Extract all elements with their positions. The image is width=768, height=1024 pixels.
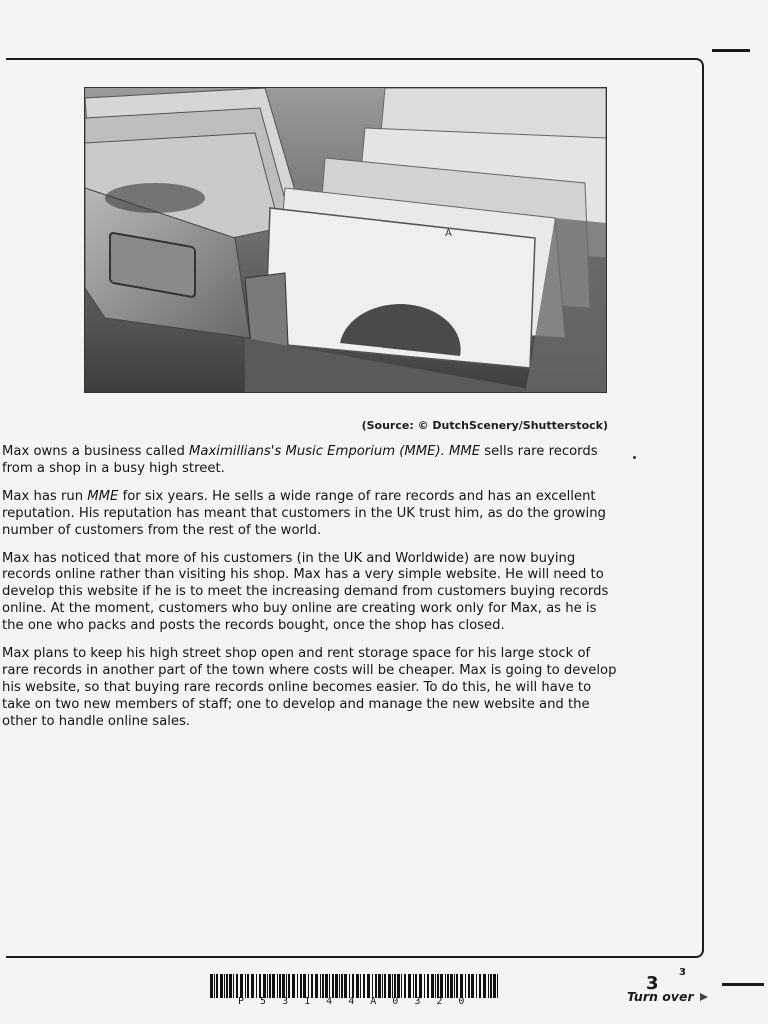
paragraph-run: Max plans to keep his high street shop open and rent storage space for his large stock of rare records in another part of the town where costs will be cheaper. Max is going to develop his website, so that buying rare records online becomes easier. To do this, he will have to take on two new members of staff; one to develop and manage the new website and the other to handle online sales. <box>2 646 617 729</box>
barcode-bar <box>286 974 287 998</box>
barcode-bar <box>460 974 463 998</box>
record-crates-illustration <box>85 88 606 392</box>
barcode-bar <box>440 974 443 998</box>
barcode-bar <box>216 974 218 998</box>
barcode-bar <box>251 974 254 998</box>
stray-mark <box>633 456 636 459</box>
barcode-bar <box>245 974 246 998</box>
barcode-bar <box>233 974 234 998</box>
page-number-superscript: 3 <box>679 967 686 978</box>
barcode-bar <box>236 974 238 998</box>
barcode-bar <box>447 974 449 998</box>
barcode-bar <box>247 974 249 998</box>
barcode-bar <box>435 974 436 998</box>
barcode-bar <box>378 974 381 998</box>
barcode-bar <box>408 974 411 998</box>
paragraph-1 <box>2 444 617 478</box>
barcode-bar <box>308 974 309 998</box>
barcode-bar <box>210 974 213 998</box>
barcode-bar <box>401 974 402 998</box>
barcode-bar <box>229 974 232 998</box>
barcode-bar <box>240 974 243 998</box>
barcode-bar <box>352 974 354 998</box>
barcode-bar <box>220 974 223 998</box>
barcode-bar <box>356 974 359 998</box>
barcode-bar <box>339 974 340 998</box>
barcode-bar <box>413 974 414 998</box>
barcode-bar <box>315 974 318 998</box>
paragraph-run: sells rare records from a shop in a busy high street. <box>2 444 598 476</box>
barcode-bar <box>226 974 228 998</box>
barcode-bar <box>431 974 434 998</box>
barcode-bar <box>384 974 386 998</box>
record-crates-photo <box>84 87 607 393</box>
barcode-bar <box>476 974 477 998</box>
paragraph-run: Max owns a business called <box>2 444 190 459</box>
barcode-bar <box>320 974 321 998</box>
barcode-bar <box>332 974 334 998</box>
barcode-bar <box>483 974 486 998</box>
barcode-bar <box>224 974 225 998</box>
barcode-bar <box>415 974 417 998</box>
barcode-bar <box>372 974 373 998</box>
paragraph-2 <box>2 489 617 540</box>
paragraph-run: Maximillians's Music Emporium (MME). MME <box>189 444 481 459</box>
barcode-bar <box>256 974 257 998</box>
barcode-bar <box>424 974 425 998</box>
barcode-bar <box>360 974 361 998</box>
barcode-bar <box>488 974 489 998</box>
paragraph-3 <box>2 551 617 636</box>
barcode-bar <box>450 974 453 998</box>
barcode-bar <box>375 974 377 998</box>
paragraph-run: Max has noticed that more of his customers (in the UK and Worldwide) are now buying records online rather than visiting his shop. Max has a very simple website. He will need to develop this website if he is to meet the increasing demand from customers buying records online. At the moment, customers who buy online are creating work only for Max, as he is the one who packs and posts the records bought, once the shop has closed. <box>2 550 609 634</box>
barcode-bar <box>392 974 393 998</box>
barcode-bar <box>269 974 271 998</box>
paragraph-run: for six years. He sells a wide range of rare records and has an excellent reputation. His reputation has meant that customers in the UK trust him, as do the growing number of customers from the rest of the world. <box>2 488 606 538</box>
turn-over-arrow-icon <box>700 993 708 1001</box>
barcode <box>210 974 500 998</box>
barcode-bar <box>292 974 295 998</box>
barcode-bar <box>465 974 466 998</box>
barcode-bar <box>288 974 290 998</box>
barcode-bar <box>349 974 350 998</box>
barcode-text: P 5 3 1 4 4 A 0 3 2 0 <box>238 996 470 1007</box>
barcode-bar <box>471 974 474 998</box>
paragraph-4 <box>2 646 617 731</box>
barcode-bar <box>322 974 324 998</box>
top-right-page-mark <box>712 49 750 52</box>
turn-over-text: Turn over <box>627 989 694 1004</box>
barcode-bar <box>419 974 422 998</box>
paragraph-run: Max has run <box>2 488 88 504</box>
barcode-bar <box>325 974 328 998</box>
case-study-text <box>2 444 617 742</box>
barcode-bar <box>497 974 498 998</box>
barcode-bar <box>427 974 429 998</box>
barcode-bar <box>279 974 281 998</box>
barcode-bar <box>479 974 481 998</box>
barcode-bar <box>259 974 261 998</box>
barcode-bar <box>277 974 278 998</box>
barcode-bar <box>382 974 383 998</box>
record-divider-letter: A <box>445 228 452 239</box>
barcode-bar <box>437 974 439 998</box>
barcode-bar <box>282 974 285 998</box>
paragraph-run: MME <box>87 488 119 504</box>
barcode-bar <box>344 974 347 998</box>
barcode-bar <box>214 974 215 998</box>
barcode-bar <box>367 974 370 998</box>
barcode-bar <box>456 974 458 998</box>
barcode-bar <box>445 974 446 998</box>
bottom-right-page-mark <box>722 983 764 986</box>
barcode-bar <box>329 974 330 998</box>
barcode-bar <box>341 974 343 998</box>
page-number: 3 <box>646 973 659 994</box>
barcode-bar <box>335 974 338 998</box>
barcode-bar <box>272 974 275 998</box>
barcode-bar <box>303 974 306 998</box>
barcode-bar <box>363 974 365 998</box>
turn-over-label <box>627 989 708 1004</box>
barcode-bar <box>468 974 470 998</box>
barcode-bar <box>263 974 266 998</box>
barcode-bar <box>394 974 396 998</box>
barcode-bar <box>404 974 406 998</box>
barcode-bar <box>297 974 298 998</box>
image-source-credit: (Source: © DutchScenery/Shutterstock) <box>361 419 608 432</box>
barcode-bar <box>454 974 455 998</box>
barcode-bar <box>490 974 492 998</box>
barcode-bar <box>311 974 313 998</box>
barcode-bar <box>493 974 496 998</box>
barcode-bar <box>300 974 302 998</box>
barcode-bar <box>267 974 268 998</box>
barcode-bar <box>397 974 400 998</box>
barcode-bar <box>388 974 391 998</box>
